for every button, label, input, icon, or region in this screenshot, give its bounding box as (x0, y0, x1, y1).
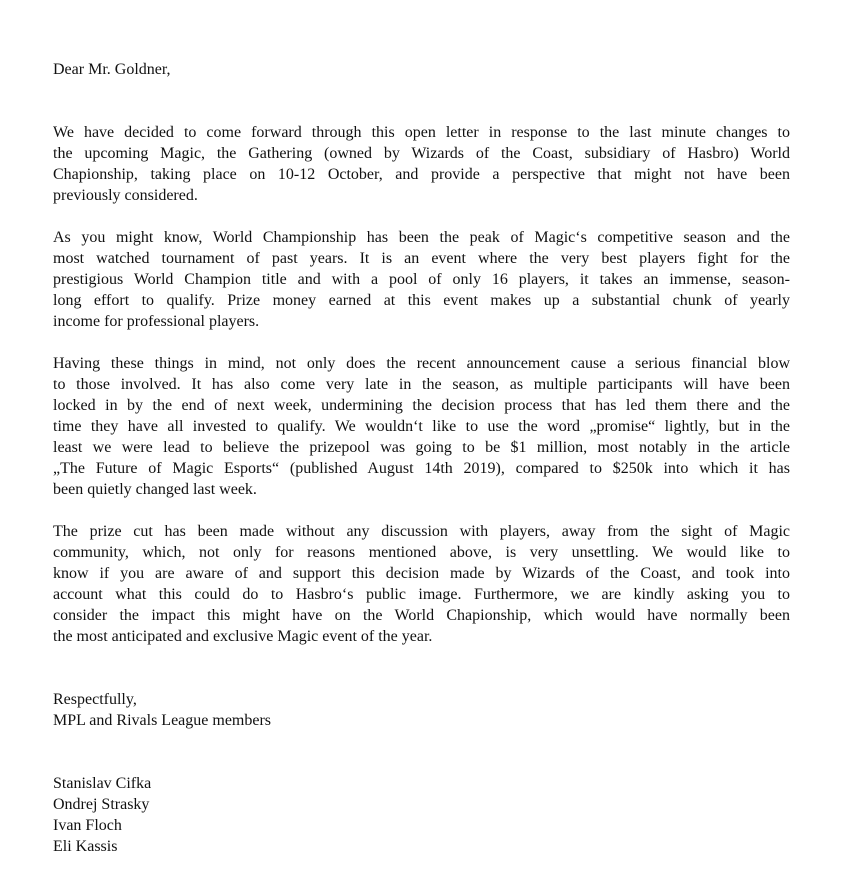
paragraph-line: time they have all invested to qualify. We wouldn‘t like to use the word „promise“ lightly, but in the (53, 418, 790, 435)
signatory-list (53, 773, 790, 857)
signatory-name: Ivan Floch (53, 817, 122, 834)
paragraph-line: account what this could do to Hasbro‘s public image. Furthermore, we are kindly asking you to (53, 586, 790, 603)
paragraph (53, 521, 790, 647)
paragraph-line: income for professional players. (53, 313, 260, 330)
signatory-name: Eli Kassis (53, 838, 118, 855)
salutation: Dear Mr. Goldner, (53, 61, 171, 78)
paragraph-line: been quietly changed last week. (53, 481, 257, 498)
paragraph-line: consider the impact this might have on the World Chapionship, which would have normally been (53, 607, 790, 624)
paragraph-line: „The Future of Magic Esports“ (published August 14th 2019), compared to $250k into which it has (53, 460, 790, 477)
signatory-name: Ondrej Strasky (53, 796, 150, 813)
paragraph-line: the most anticipated and exclusive Magic event of the year. (53, 628, 433, 645)
paragraph-line: least we were lead to believe the prizepool was going to be $1 million, most notably in the article (53, 439, 790, 456)
letter-body (53, 122, 790, 647)
paragraph (53, 353, 790, 500)
paragraph-line: The prize cut has been made without any discussion with players, away from the sight of Magic (53, 523, 790, 540)
paragraph-line: locked in by the end of next week, undermining the decision process that has led them there and the (53, 397, 790, 414)
signatory-name: Stanislav Cifka (53, 775, 152, 792)
paragraph-line: community, which, not only for reasons mentioned above, is very unsettling. We would like to (53, 544, 790, 561)
paragraph-line: As you might know, World Championship has been the peak of Magic‘s competitive season and the (53, 229, 790, 246)
paragraph-line: Chapionship, taking place on 10-12 October, and provide a perspective that might not have been (53, 166, 790, 183)
paragraph-line: previously considered. (53, 187, 198, 204)
letter (53, 59, 790, 857)
sender: MPL and Rivals League members (53, 712, 272, 729)
paragraph-line: know if you are aware of and support this decision made by Wizards of the Coast, and took into (53, 565, 790, 582)
paragraph (53, 227, 790, 332)
paragraph-line: the upcoming Magic, the Gathering (owned by Wizards of the Coast, subsidiary of Hasbro) World (53, 145, 790, 162)
paragraph-line: prestigious World Champion title and with a pool of only 16 players, it takes an immense, season- (53, 271, 790, 288)
paragraph-line: Having these things in mind, not only does the recent announcement cause a serious financial blow (53, 355, 790, 372)
paragraph-line: long effort to qualify. Prize money earned at this event makes up a substantial chunk of yearly (53, 292, 790, 309)
closing: Respectfully, (53, 691, 137, 708)
paragraph-line: to those involved. It has also come very late in the season, as multiple participants will have been (53, 376, 790, 393)
paragraph (53, 122, 790, 206)
paragraph-line: We have decided to come forward through this open letter in response to the last minute changes to (53, 124, 790, 141)
paragraph-line: most watched tournament of past years. It is an event where the very best players fight for the (53, 250, 790, 267)
